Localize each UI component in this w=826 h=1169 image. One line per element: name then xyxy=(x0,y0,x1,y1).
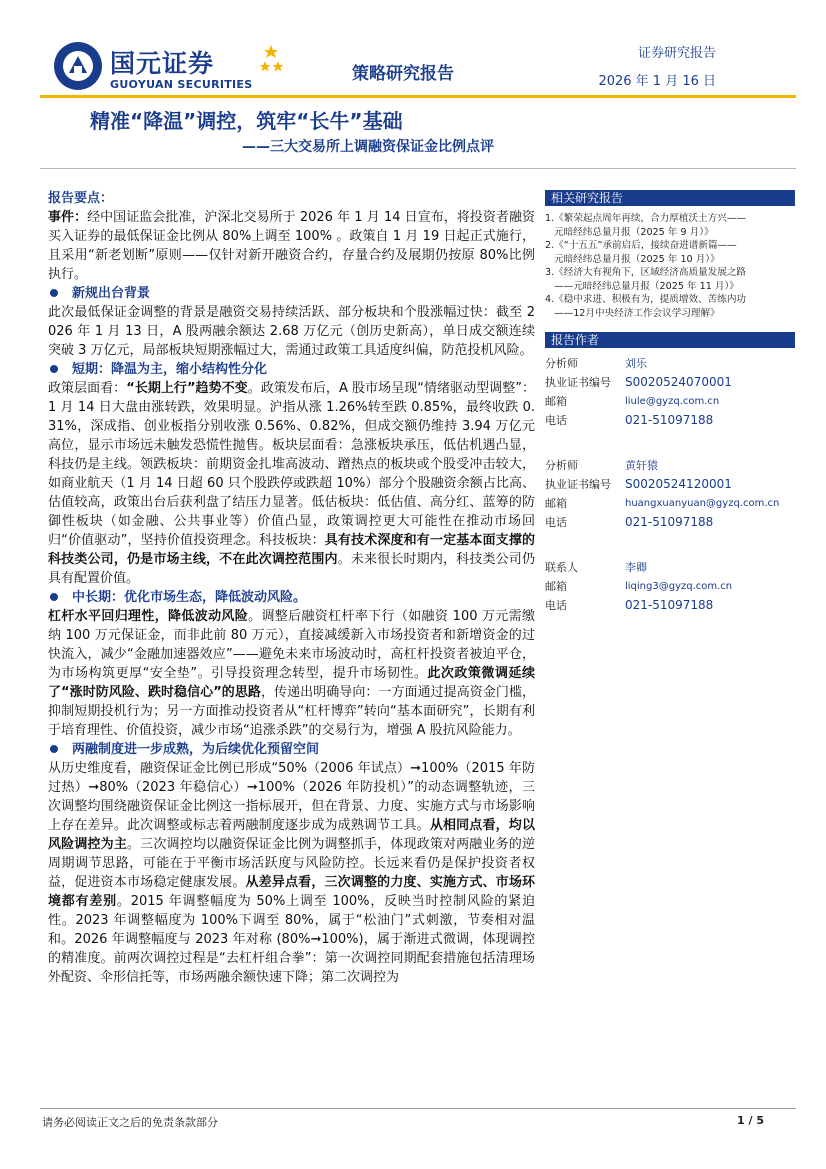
logo-text-en: GUOYUAN SECURITIES xyxy=(110,78,253,91)
cert-number: S0020524120001 xyxy=(625,477,732,491)
header-divider xyxy=(40,95,796,98)
related-report-link[interactable]: 1.《繁荣起点周年再续，合力厚植沃土方兴—— 元暗经纬总量月报（2025 年 9 月）》 xyxy=(545,213,747,238)
contact-name: 李卿 xyxy=(625,561,647,574)
related-report-link[interactable]: 2.《“十五五”承前启后，接续奋进谱新篇—— 元暗经纬总量月报（2025 年 10 月）》 xyxy=(545,240,737,265)
authors-panel xyxy=(545,332,795,615)
author-card: 分析师 刘乐 执业证书编号 S0020524070001 邮箱 liule@gyzq.com.cn 电话 021-51097188 xyxy=(545,354,795,430)
guoyuan-logo-icon xyxy=(52,40,104,92)
report-type: 策略研究报告 xyxy=(352,64,454,84)
report-body xyxy=(48,189,535,987)
page-subtitle: ——三大交易所上调融资保证金比例点评 xyxy=(242,139,494,155)
long-term-paragraph: 杠杆水平回归理性，降低波动风险。调整后融资杠杆率下行（如融资 100 万元需缴纳 100 万元保证金，而非此前 80 万元），直接减缓新入市场投资者和新增资金的过快流入，减少“金融加速器效应”——避免未来市场波动时，高杠杆投资者被迫平仓，为市场构筑更厚“安全垫”。引导投资理念转型，提升市场韧性。此次政策微调延续了“涨时防风险、跌时稳信心”的思路，传递出明确导向：一方面通过提高资金门槛，抑制短期投机行为；另一方面推动投资者从“杠杆博弈”转向“基本面研究”，长期有利于培育理性、价值投资，减少市场“追涨杀跌”的交易行为，增强 A 股抗风险能力。 xyxy=(48,609,535,738)
doc-kind: 证券研究报告 xyxy=(637,46,716,61)
bullet-icon xyxy=(50,365,58,373)
bullet-icon xyxy=(50,289,58,297)
phone-number: 021-51097188 xyxy=(625,515,714,529)
company-logo xyxy=(52,38,277,98)
email-link[interactable]: huangxuanyuan@gyzq.com.cn xyxy=(625,498,780,509)
background-paragraph: 此次最低保证金调整的背景是融资交易持续活跃、部分板块和个股涨幅过快：截至 2026 年 1 月 13 日，A 股两融余额达 2.68 万亿元（创历史新高），单日成交额连续突破 3 万亿元，局部板块短期涨幅过大，需通过政策工具适度纠偏，防范投机风险。 xyxy=(48,305,535,358)
author-name: 刘乐 xyxy=(625,357,647,370)
sidebar xyxy=(545,190,795,615)
logo-text-cn: 国元证券 xyxy=(110,49,215,78)
email-link[interactable]: liqing3@gyzq.com.cn xyxy=(625,581,733,592)
section-heading-short-term: 短期：降温为主，缩小结构性分化 xyxy=(48,360,535,379)
footer-divider xyxy=(40,1108,796,1109)
phone-number: 021-51097188 xyxy=(625,413,714,427)
phone-number: 021-51097188 xyxy=(625,598,714,612)
event-text: 经中国证监会批准，沪深北交易所于 2026 年 1 月 14 日宣布，将投资者融资买入证券的最低保证金比例从 80%上调至 100% 。政策自 1 月 19 日起正式施行，且采用“新老划断”原则——仅针对新开融资合约，存量合约及展期仍按原 80%比例执行。 xyxy=(48,210,535,282)
stars-icon xyxy=(257,44,285,76)
related-research-list xyxy=(545,206,795,320)
authors-title: 报告作者 xyxy=(545,332,795,348)
related-research-title: 相关研究报告 xyxy=(545,190,795,206)
contact-card: 联系人 李卿 邮箱 liqing3@gyzq.com.cn 电话 021-51097188 xyxy=(545,558,795,615)
section-heading-margin-system: 两融制度进一步成熟，为后续优化预留空间 xyxy=(48,740,535,759)
footer-disclaimer: 请务必阅读正文之后的免责条款部分 xyxy=(42,1116,218,1129)
email-link[interactable]: liule@gyzq.com.cn xyxy=(625,396,720,407)
title-divider xyxy=(40,168,796,169)
section-heading-long-term: 中长期：优化市场生态，降低波动风险。 xyxy=(48,588,535,607)
event-label: 事件： xyxy=(48,210,88,225)
short-term-paragraph: 政策层面看：“长期上行”趋势不变。政策发布后，A 股市场呈现“情绪驱动型调整”：1 月 14 日大盘由涨转跌，效果明显。沪指从涨 1.26%转至跌 0.85%，最终收跌 0.31%，深成指、创业板指分别收涨 0.56%、0.82%，但成交额仍维持 3.94 万亿元高位，显示市场远未触发恐慌性抛售。板块层面看：急涨板块承压，低估机遇凸显，科技仍是主线。领跌板块：前期资金扎堆高波动、蹭热点的板块或个股受冲击较大，如商业航天（1 月 14 日超 60 只个股跌停或跌超 10%）部分个股融资余额占比高、估值较高，政策出台后获利盘了结压力显著。低估板块：低估值、高分红、蓝筹的防御性板块（如金融、公共事业等）价值凸显，政策调控更大可能性在推动市场回归“价值驱动”，坚持价值投资理念。科技板块：具有技术深度和有一定基本面支撑的科技类公司，仍是市场主线，不在此次调控范围内。未来很长时期内，科技类公司仍具有配置价值。 xyxy=(48,381,536,586)
bullet-icon xyxy=(50,745,58,753)
margin-system-paragraph: 从历史维度看，融资保证金比例已形成“50%（2006 年试点）➞100%（2015 年防过热）➞80%（2023 年稳信心）➞100%（2026 年防投机）”的动态调整轨迹，三次调整均围绕融资保证金比例这一指标展开，但在背景、力度、实施方式与市场影响上存在差异。此次调整或标志着两融制度逐步成为成熟调节工具。从相同点看，均以风险调控为主。三次调控均以融资保证金比例为调整抓手，体现政策对两融业务的逆周期调节思路，可能在于平衡市场活跃度与风险防控。长远来看仍是保护投资者权益，促进资本市场稳定健康发展。从差异点看，三次调整的力度、实施方式、市场环境都有差别。2015 年调整幅度为 50%上调至 100%，反映当时控制风险的紧迫性。2023 年调整幅度为 100%下调至 80%，属于“松油门”式刺激，节奏相对温和。2026 年调整幅度与 2023 年对称 (80%➞100%)，属于渐进式微调，体现调控的精准度。前两次调控过程是“去杠杆组合拳”：第一次调控同期配套措施包括清理场外配资、伞形信托等，市场两融余额快速下降；第二次调控为 xyxy=(48,761,535,985)
bullet-icon xyxy=(50,593,58,601)
event-paragraph xyxy=(48,208,535,284)
cert-number: S0020524070001 xyxy=(625,375,732,389)
page-title: 精准“降温”调控，筑牢“长牛”基础 xyxy=(90,109,403,133)
section-heading-background: 新规出台背景 xyxy=(48,284,535,303)
author-card: 分析师 黄轩猿 执业证书编号 S0020524120001 邮箱 huangxuanyuan@gyzq.com.cn 电话 021-51097188 xyxy=(545,456,795,532)
related-report-link[interactable]: 3.《经济大有视角下，区域经济高质量发展之路 ——元暗经纬总量月报（2025 年 11 月）》 xyxy=(545,267,747,292)
related-report-link[interactable]: 4.《稳中求进、积极有为，提质增效、苦练内功 ——12月中央经济工作会议学习理解》 xyxy=(545,294,747,319)
author-name: 黄轩猿 xyxy=(625,459,658,472)
summary-label: 报告要点： xyxy=(48,191,114,206)
page-number: 1 / 5 xyxy=(737,1114,764,1127)
report-date: 2026 年 1 月 16 日 xyxy=(598,74,716,89)
